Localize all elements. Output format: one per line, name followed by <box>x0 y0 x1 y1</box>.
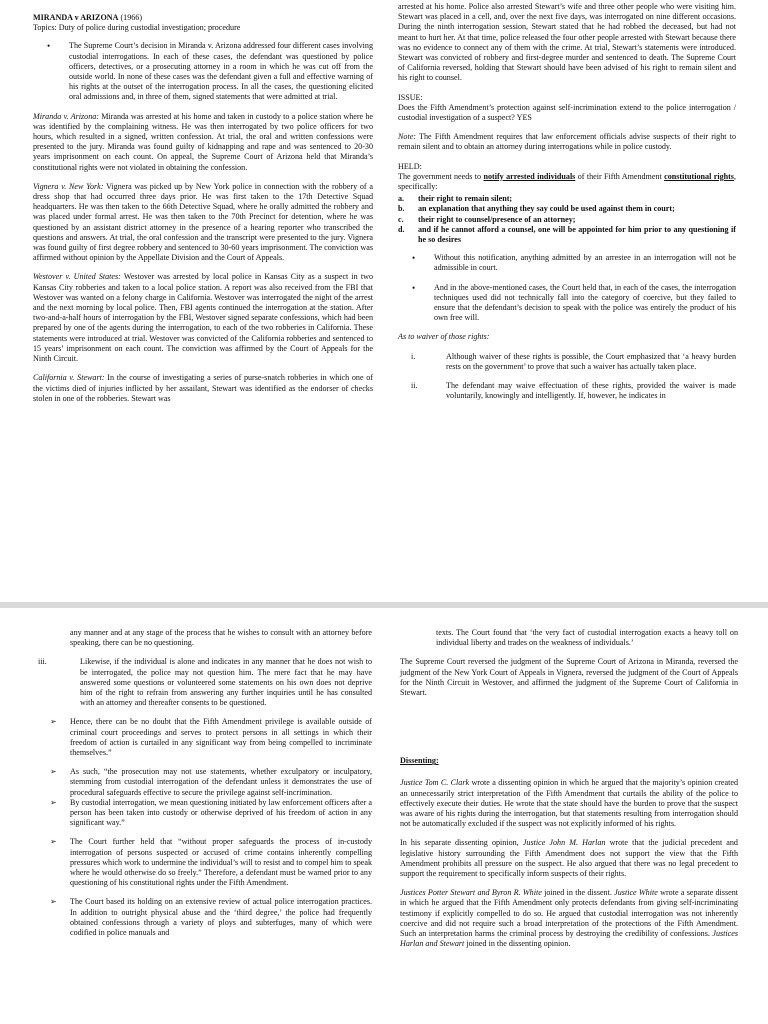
dissent-text: joined in the dissent. <box>541 888 615 898</box>
dissent-text: wrote a dissenting opinion in which he argued that the majority’s opinion created an unnecessarily strict interpretation of the Fifth Amendment that curtails the ability of the police to effectively execute their duties. He wrote that the state should have the burden to prove that the suspect was aware of his rights during the interrogation, but that statements resulting from interrogation should not be automatically excluded if the suspect was not explicitly informed of his rights. <box>400 778 738 829</box>
page1-left-column <box>33 13 373 413</box>
held-label: HELD: <box>398 161 422 171</box>
rights-item <box>398 204 736 214</box>
dissent-text: wrote that the judicial precedent and legislative history surrounding the Fifth Amendment does not support the view that the Fifth Amendment prohibits all pressure on the suspect. He also argued that there was no legal precedent to support the requirement to specifically inform suspects of their rights. <box>400 838 738 879</box>
waiver-continuation: any manner and at any stage of the process that he wishes to consult with an attorney before speaking, there can be no questioning. <box>70 628 372 648</box>
dissent-text: joined in the dissenting opinion. <box>464 939 571 949</box>
held-bullet-list <box>398 253 736 323</box>
case-title-line <box>33 13 373 23</box>
case-name: Vignera v. New York: <box>33 181 104 191</box>
arrow-bullet-icon: ➢ <box>50 837 57 847</box>
rights-text: their right to counsel/presence of an attorney; <box>418 214 576 224</box>
case-title: MIRANDA v ARIZONA <box>33 13 119 22</box>
dissent-heading: Dissenting: <box>400 756 439 766</box>
intro-bullet: • The Supreme Court’s decision in Miranda v. Arizona addressed four different cases involving custodial interrogations. In each of these cases, the defendant was questioned by police officers, detectives, or a prosecuting attorney in a room in which he was cut off from the outside world. In none of these cases was the defendant given a full and effective warning of his rights at the outset of the interrogation process. In all the cases, the questioning elicited oral admissions and, in three of them, signed statements that were admitted at trial. <box>69 41 373 102</box>
case-name: Miranda v. Arizona: <box>33 111 99 121</box>
note-label: Note: <box>398 132 416 142</box>
waiver-text: Likewise, if the individual is alone and indicates in any manner that he does not wish to be interrogated, the police may not question him. The mere fact that he may have answered some questions or volunteered some statements on his own does not deprive him of the right to refrain from answering any further inquiries until he has consulted with an attorney and thereafter consents to be questioned. <box>80 657 372 708</box>
waiver-heading: As to waiver of those rights: <box>398 332 490 342</box>
waiver-item <box>398 381 736 401</box>
rights-letter: a. <box>398 194 405 204</box>
texts-continuation: texts. The Court found that ‘the very fact of custodial interrogation exacts a heavy toll on individual liberty and trades on the weakness of individuals.’ <box>436 628 738 648</box>
rights-letter: c. <box>398 214 404 224</box>
arrow-bullet-icon: ➢ <box>50 717 57 727</box>
waiver-text: The defendant may waive effectuation of these rights, provided the waiver is made voluntarily, knowingly and intelligently. If, however, he indicates in <box>446 381 736 401</box>
case-text: Miranda was arrested at his home and taken in custody to a police station where he was identified by the complaining witness. He was then interrogated by two police officers for two hours, which resulted in a signed, written confession. At trial, the oral and written confessions were presented to the jury. Miranda was found guilty of kidnapping and rape and was sentenced to 20-30 years imprisonment on each count. On appeal, the Supreme Court of Arizona held that Miranda’s constitutional rights were not violated in obtaining the confession. <box>33 111 373 172</box>
arrow-text: By custodial interrogation, we mean questioning initiated by law enforcement officers after a person has been taken into custody or otherwise deprived of his freedom of action in any significant way.” <box>70 797 372 828</box>
justice-name: Justices Potter Stewart and Byron R. White <box>400 888 542 898</box>
case-year: (1966) <box>118 13 143 22</box>
intro-bullet-list <box>33 41 373 102</box>
dissent-paragraph <box>400 778 738 829</box>
issue-label: ISSUE: <box>398 92 423 102</box>
issue-text: Does the Fifth Amendment’s protection against self-incrimination extend to the police interrogation / custodial investigation of a suspect? YES <box>398 102 736 123</box>
dissent-text: wrote a separate dissent in which he argued that the Fifth Amendment only protects defendants from giving self-incriminating testimony if explicitly compelled to do so. He argued that custodial interrogation was not inherently coercive and did not require such a broad interpretation of the protections of the Fifth Amendment. Such an interpretation harms the criminal process by destroying the credibility of confessions. <box>400 888 738 939</box>
held-bold-2: constitutional rights <box>664 171 734 181</box>
waiver-text: Although waiver of these rights is possible, the Court emphasized that ‘a heavy burden rests on the government’ to prove that such a waiver has actually taken place. <box>446 351 736 371</box>
rights-list <box>398 194 736 245</box>
arrow-text: The Court based its holding on an extensive review of actual police interrogation practices. In addition to outright physical abuse and the ‘third degree,’ the police had frequently obtained confessions through a variety of ploys and subterfuges, many of which were codified in police manuals and <box>70 897 372 938</box>
rights-item <box>398 215 736 225</box>
arrow-text: As such, “the prosecution may not use statements, whether exculpatory or inculpatory, stemming from custodial interrogation of the defendant unless it demonstrates the use of procedural safeguards effective to secure the privilege against self-incrimination. <box>70 767 372 797</box>
arrow-item <box>38 897 372 938</box>
arrow-item <box>38 837 372 888</box>
waiver-num: i. <box>411 351 416 361</box>
dissent-paragraph <box>400 838 738 879</box>
arrow-text: The Court further held that “without proper safeguards the process of in-custody interrogation of persons suspected or accused of crime contains inherently compelling pressures which work to undermine the individual’s will to resist and to compel him to speak where he would otherwise do so freely.” Therefore, a defendant must be warned prior to any questioning of his constitutional rights under the Fifth Amendment. <box>70 837 372 888</box>
case-paragraph <box>33 272 373 364</box>
waiver-num: ii. <box>411 381 418 391</box>
held-bullet: • And in the above-mentioned cases, the Court held that, in each of the cases, the interrogation techniques used did not technically fall into the category of coercive, but they failed to ensure that the defendant’s decision to speak with the police was entirely the product of his own free will. <box>434 283 736 324</box>
stewart-continuation: arrested at his home. Police also arrested Stewart’s wife and three other people who were visiting him. Stewart was placed in a cell, and, over the next five days, was interrogated on nine different occasions. During the ninth interrogation session, Stewart stated that he had robbed the deceased, but had not meant to hurt her. At that time, police released the four other people arrested with Stewart because there was no evidence to connect any of them with the crime. At trial, Stewart’s statements were introduced. Stewart was convicted of robbery and first-degree murder and sentenced to death. The Supreme Court of California reversed, holding that Stewart should have been advised of his right to remain silent and his right to counsel. <box>398 2 736 83</box>
case-text: In the course of investigating a series of purse-snatch robberies in which one of the victims died of injuries inflicted by her assailant, Stewart was identified as the endorser of checks stolen in one of the robberies. Stewart was <box>33 373 373 403</box>
case-text: Westover was arrested by local police in Kansas City as a suspect in two Kansas City robberies and taken to a local police station. A report was also received from the FBI that Westover was wanted on a felony charge in California. Westover was interrogated the night of the arrest and the next morning by local police. Then, FBI agents continued the interrogation at the station. After two-and-a-half hours of interrogation by the FBI, Westover signed separate confessions, which had been prepared by one of the agents during the interrogation, to each of the two robberies in California. These statements were introduced at trial. Westover was convicted of the California robberies and sentenced to 15 years’ imprisonment on each count. The conviction was affirmed by the Court of Appeals for the Ninth Circuit. <box>33 272 373 364</box>
note-text: The Fifth Amendment requires that law enforcement officials advise suspects of their right to remain silent and to obtain an attorney during interrogations while in police custody. <box>398 132 736 152</box>
topics-line: Topics: Duty of police during custodial investigation; procedure <box>33 23 241 33</box>
arrow-text: Hence, there can be no doubt that the Fifth Amendment privilege is available outside of criminal court proceedings and serves to protect persons in all settings in which their freedom of action is curtailed in any significant way from being compelled to incriminate themselves.” <box>70 717 372 758</box>
justice-name: Justice Tom C. Clark <box>400 778 470 788</box>
arrow-bullet-icon: ➢ <box>50 797 57 807</box>
arrow-item <box>38 767 372 798</box>
justice-name: Justice White <box>614 888 658 898</box>
arrow-item <box>38 717 372 758</box>
page2-left-column <box>38 628 372 947</box>
waiver-item <box>398 352 736 372</box>
rights-text: an explanation that anything they say could be used against them in court; <box>418 204 675 214</box>
case-name: California v. Stewart: <box>33 373 105 383</box>
case-paragraph <box>33 373 373 404</box>
justice-name: Justice John M. Harlan <box>522 838 606 848</box>
arrow-item <box>38 798 372 829</box>
held-post: , specifically: <box>398 171 736 192</box>
arrow-bullet-icon: ➢ <box>50 897 57 907</box>
page2-right-column <box>400 628 738 958</box>
held-bold-1: notify arrested individuals <box>483 171 576 181</box>
held-pre: The government needs to <box>398 171 484 181</box>
waiver-num: iii. <box>38 657 47 667</box>
rights-text: and if he cannot afford a counsel, one will be appointed for him prior to any questioning if he so desires <box>418 224 736 245</box>
held-mid: of their Fifth Amendment <box>575 171 665 181</box>
dissent-text: In his separate dissenting opinion, <box>400 838 523 848</box>
rights-letter: d. <box>398 224 405 234</box>
page1-right-column <box>398 2 736 411</box>
case-paragraph <box>33 182 373 264</box>
rights-item <box>398 194 736 204</box>
judgment-paragraph: The Supreme Court reversed the judgment of the Supreme Court of Arizona in Miranda, reversed the judgment of the New York Court of Appeals in Vignera, reversed the judgment of the Court of Appeals for the Ninth Circuit in Westover, and affirmed the judgment of the Supreme Court of California in Stewart. <box>400 657 738 698</box>
held-bullet: • Without this notification, anything admitted by an arrestee in an interrogation will not be admissible in court. <box>434 253 736 273</box>
waiver-item <box>38 657 372 708</box>
rights-text: their right to remain silent; <box>418 194 513 204</box>
rights-item <box>398 225 736 245</box>
dissent-paragraph <box>400 888 738 949</box>
arrow-bullet-icon: ➢ <box>50 767 57 777</box>
document-page-2 <box>0 608 768 1024</box>
note-paragraph <box>398 132 736 152</box>
held-intro <box>398 172 736 192</box>
justice-name: Justices Harlan and Stewart <box>400 929 738 949</box>
case-paragraph <box>33 112 373 173</box>
case-text: Vignera was picked up by New York police in connection with the robbery of a dress shop that had occurred three days prior. He was first taken to the 17th Detective Squad headquarters. He was then taken to the 66th Detective Squad, where he orally admitted the robbery and was placed under formal arrest. He was then taken to the 70th Precinct for detention, where he was questioned by an assistant district attorney in the presence of a hearing reporter who transcribed the questions and answers. At trial, the oral confession and the transcript were presented to the jury. Vignera was found guilty of first degree robbery and sentenced to 30-60 years imprisonment. The conviction was affirmed without opinion by the Appellate Division and the Court of Appeals. <box>33 181 373 263</box>
rights-letter: b. <box>398 204 405 214</box>
case-name: Westover v. United States: <box>33 272 121 282</box>
